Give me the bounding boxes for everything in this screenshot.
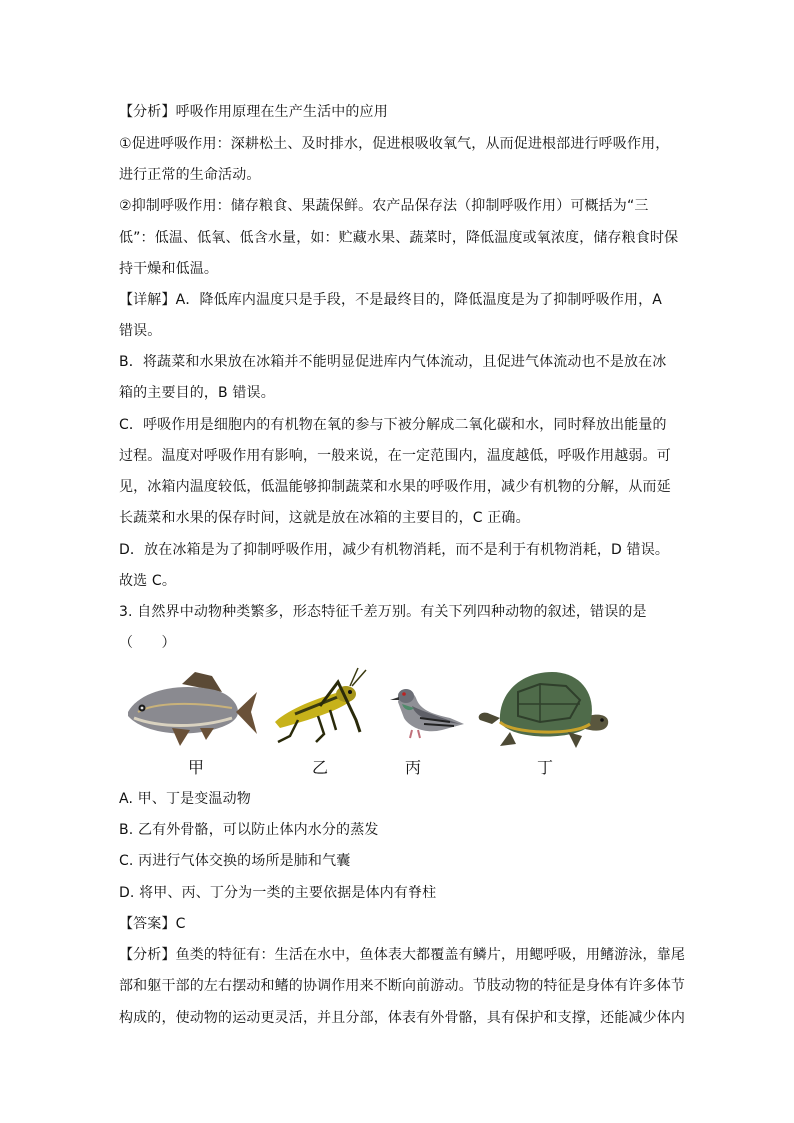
detail-c-line-1: C．呼吸作用是细胞内的有机物在氧的参与下被分解成二氧化碳和水，同时释放出能量的 [119,417,667,433]
analysis-heading: 【分析】呼吸作用原理在生产生活中的应用 [119,104,388,120]
analysis-paragraph-1-line-2: 进行正常的生命活动。 [119,167,261,183]
detail-a-line-1: 【详解】A．降低库内温度只是手段，不是最终目的，降低温度是为了抑制呼吸作用，A [119,292,663,308]
detail-c-line-3: 见，冰箱内温度较低，低温能够抑制蔬菜和水果的呼吸作用，减少有机物的分解，从而延 [119,479,671,495]
detail-c-line-2: 过程。温度对呼吸作用有影响，一般来说，在一定范围内，温度越低，呼吸作用越弱。可 [119,448,671,464]
grasshopper-picture [275,668,366,742]
option-c: C. 丙进行气体交换的场所是肺和气囊 [119,853,351,869]
analysis-paragraph-2-line-1: ②抑制呼吸作用：储存粮食、果蔬保鲜。农产品保存法（抑制呼吸作用）可概括为“三 [119,198,649,214]
question-3-analysis-line-1: 【分析】鱼类的特征有：生活在水中，鱼体表大都覆盖有鳞片，用鳃呼吸，用鳍游泳，靠尾 [119,947,685,963]
question-3-analysis-line-2: 部和躯干部的左右摆动和鳍的协调作用来不断向前游动。节肢动物的特征是身体有许多体节 [119,978,685,994]
analysis-paragraph-2-line-2: 低”：低温、低氧、低含水量，如：贮藏水果、蔬菜时，降低温度或氧浓度，储存粮食时保 [119,230,679,246]
pigeon-picture [390,689,464,738]
option-b: B. 乙有外骨骼，可以防止体内水分的蒸发 [119,822,379,838]
animal-label-jia: 甲 [188,758,205,777]
animal-label-bing: 丙 [405,758,422,777]
question-3-stem-line-2: （ ） [119,635,176,651]
question-3-analysis-line-3: 构成的，使动物的运动更灵活，并且分部，体表有外骨骼，具有保护和支撑，还能减少体内 [119,1010,685,1026]
detail-c-line-4: 长蔬菜和水果的保存时间，这就是放在冰箱的主要目的，C 正确。 [119,510,530,526]
turtle-picture [479,672,608,748]
question-3-stem-line-1: 3. 自然界中动物种类繁多，形态特征千差万别。有关下列四种动物的叙述，错误的是 [119,604,647,620]
detail-a-line-2: 错误。 [119,323,162,339]
option-d: D. 将甲、丙、丁分为一类的主要依据是体内有脊柱 [119,885,437,901]
detail-b-line-2: 箱的主要目的，B 错误。 [119,385,275,401]
answer: 【答案】C [119,916,186,932]
animal-label-yi: 乙 [312,758,329,777]
detail-choice: 故选 C。 [119,573,176,589]
animal-label-ding: 丁 [537,758,554,777]
option-a: A. 甲、丁是变温动物 [119,791,251,807]
analysis-paragraph-1-line-1: ①促进呼吸作用：深耕松土、及时排水，促进根吸收氧气，从而促进根部进行呼吸作用， [119,136,670,152]
analysis-paragraph-2-line-3: 持干燥和低温。 [119,261,219,277]
detail-b-line-1: B．将蔬菜和水果放在冰箱并不能明显促进库内气体流动，且促进气体流动也不是放在冰 [119,354,667,370]
detail-d-line-1: D．放在冰箱是为了抑制呼吸作用，减少有机物消耗，而不是利于有机物消耗，D 错误。 [119,542,670,558]
fish-picture [128,672,257,746]
